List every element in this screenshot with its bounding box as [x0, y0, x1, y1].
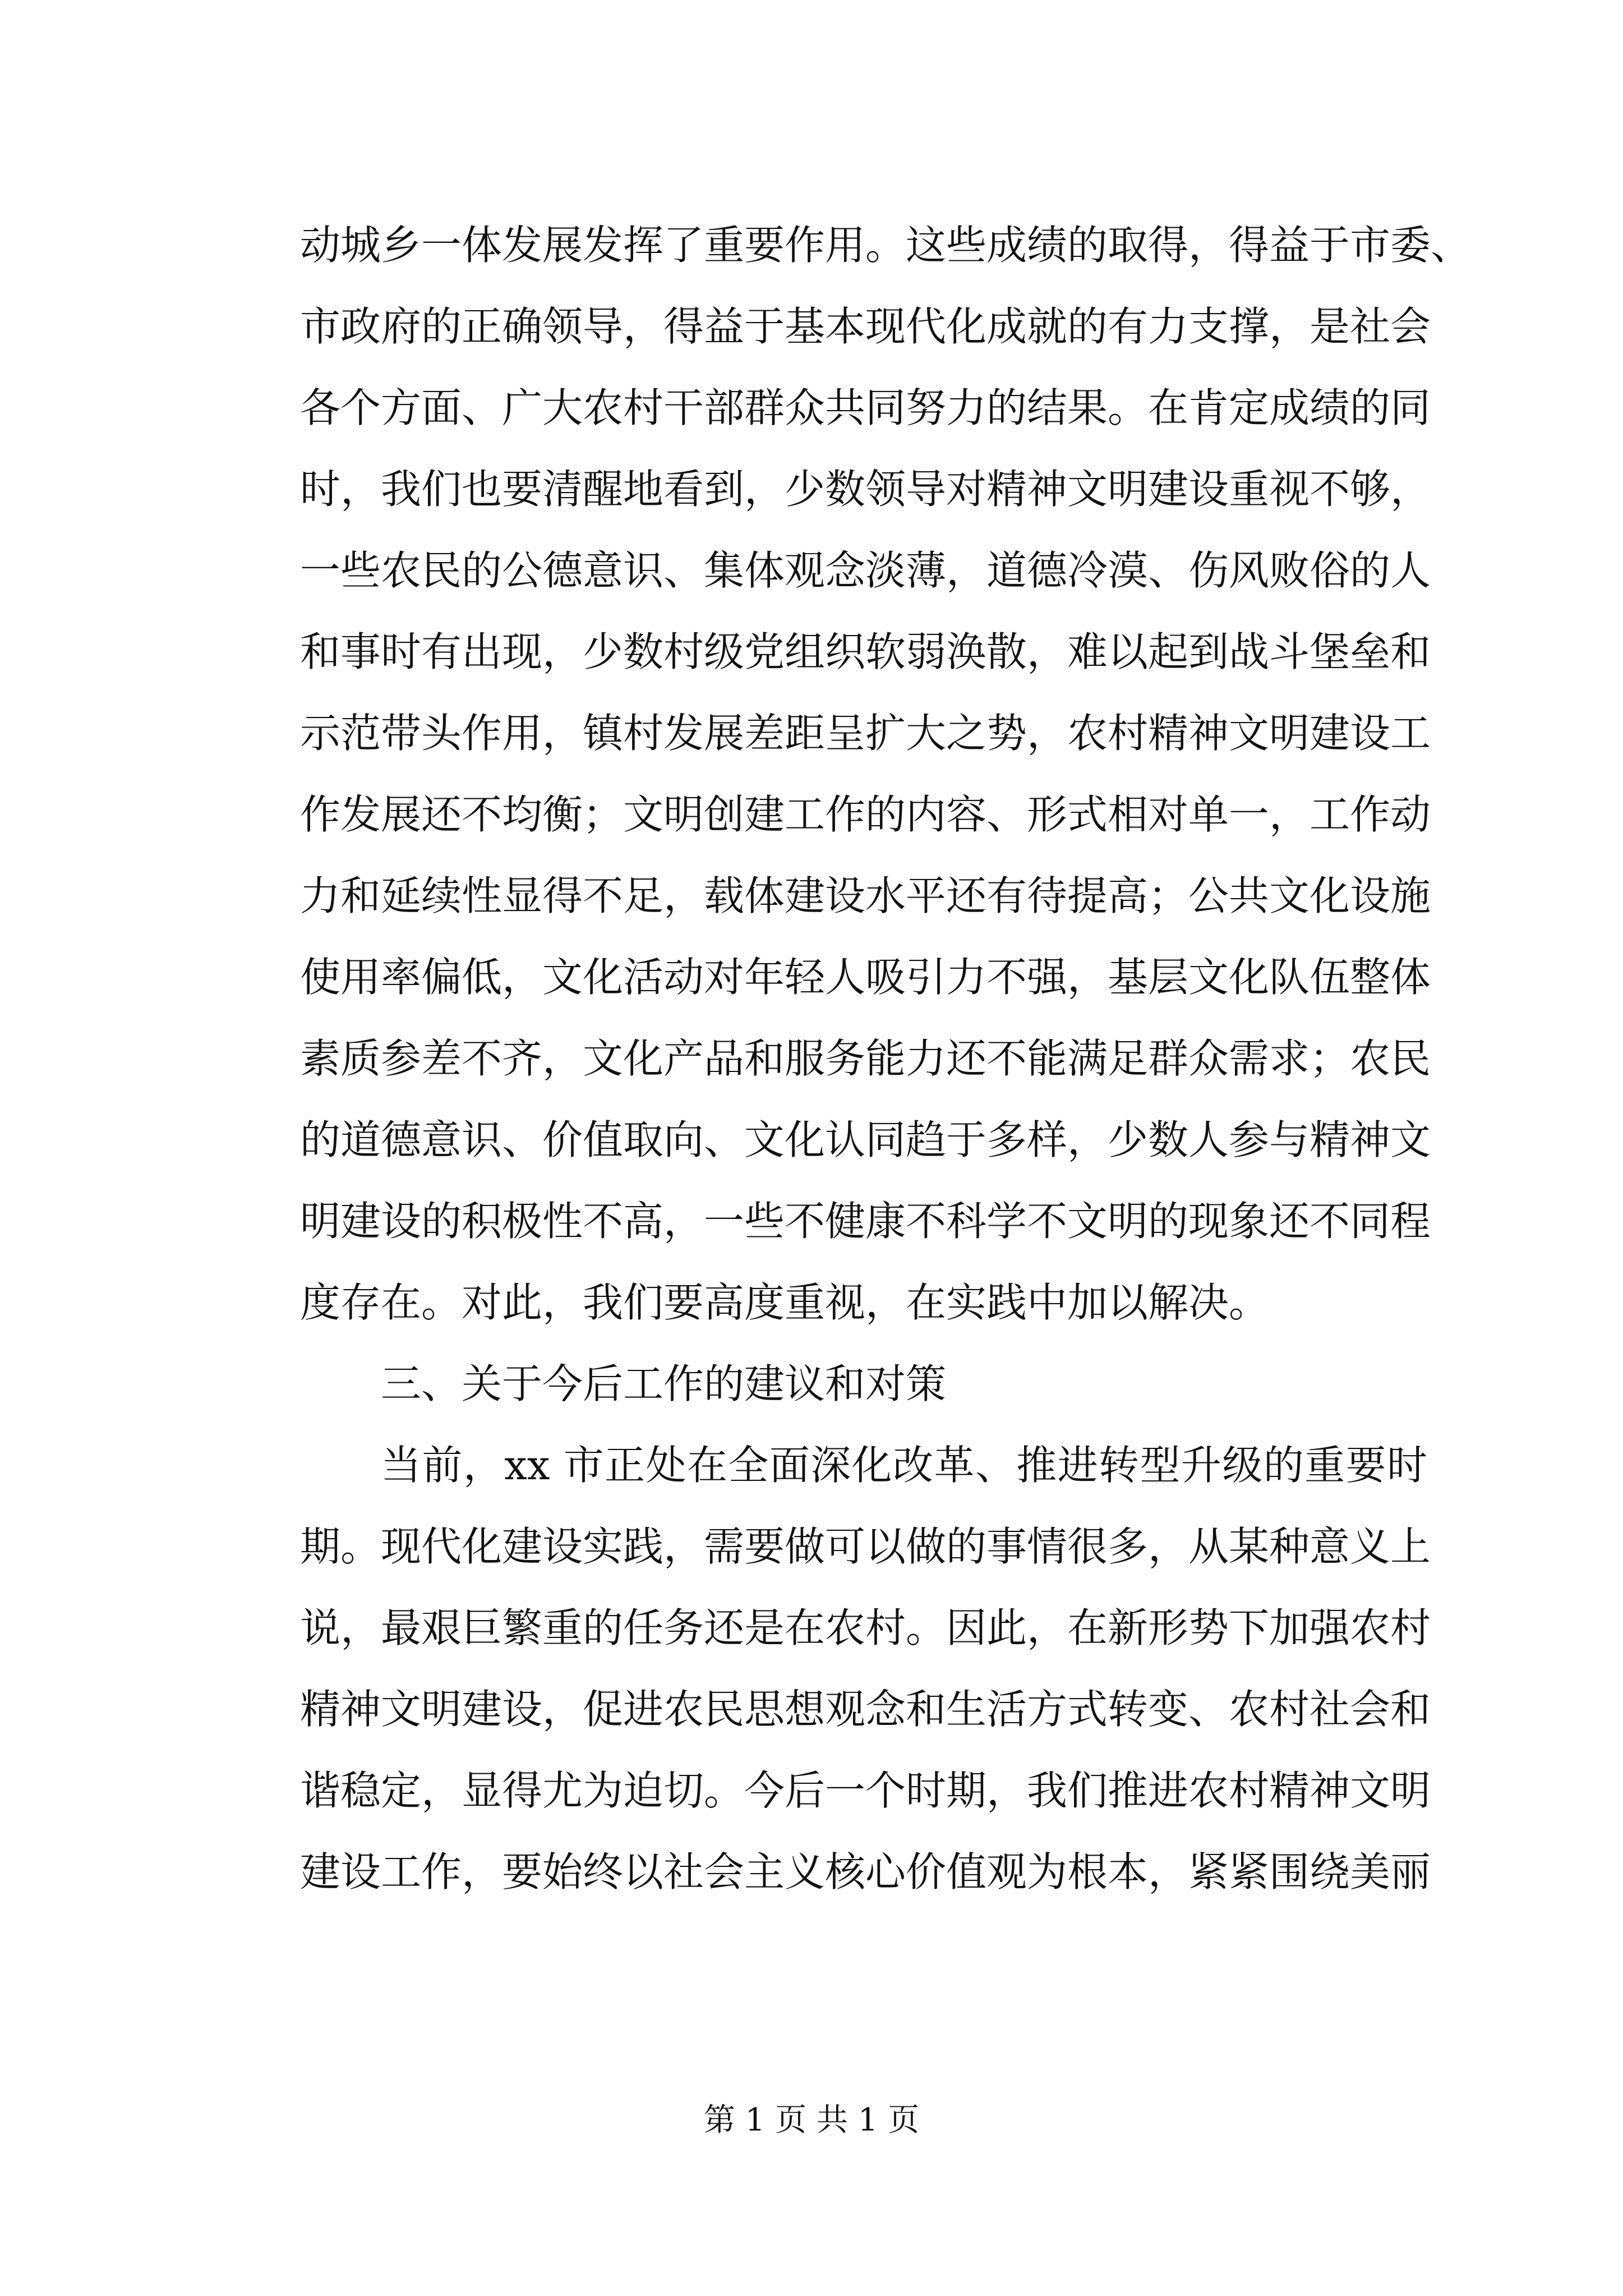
body-text	[300, 205, 1472, 1913]
paragraph-line: 示范带头作用，镇村发展差距呈扩大之势，农村精神文明建设工	[300, 710, 1431, 757]
paragraph-line: 一些农民的公德意识、集体观念淡薄，道德冷漠、伤风败俗的人	[300, 547, 1431, 594]
section-heading: 三、关于今后工作的建议和对策	[381, 1360, 947, 1407]
paragraph-line: 的道德意识、价值取向、文化认同趋于多样，少数人参与精神文	[300, 1116, 1431, 1163]
paragraph-line: 当前，xx 市正处在全面深化改革、推进转型升级的重要时	[381, 1442, 1427, 1489]
paragraph-line: 明建设的积极性不高，一些不健康不科学不文明的现象还不同程	[300, 1198, 1431, 1245]
paragraph-line: 市政府的正确领导，得益于基本现代化成就的有力支撑，是社会	[300, 303, 1431, 350]
paragraph-line: 精神文明建设，促进农民思想观念和生活方式转变、农村社会和	[300, 1686, 1431, 1733]
paragraph-line: 期。现代化建设实践，需要做可以做的事情很多，从某种意义上	[300, 1523, 1431, 1570]
paragraph-line: 说，最艰巨繁重的任务还是在农村。因此，在新形势下加强农村	[300, 1604, 1431, 1651]
paragraph-line: 使用率偏低，文化活动对年轻人吸引力不强，基层文化队伍整体	[300, 954, 1431, 1001]
paragraph-line: 力和延续性显得不足，载体建设水平还有待提高；公共文化设施	[300, 872, 1431, 919]
paragraph-line: 和事时有出现，少数村级党组织软弱涣散，难以起到战斗堡垒和	[300, 628, 1431, 675]
paragraph-line: 各个方面、广大农村干部群众共同努力的结果。在肯定成绩的同	[300, 384, 1431, 431]
paragraph-line: 素质参差不齐，文化产品和服务能力还不能满足群众需求；农民	[300, 1035, 1431, 1082]
paragraph-line: 度存在。对此，我们要高度重视，在实践中加以解决。	[300, 1279, 1270, 1326]
page-footer: 第 1 页 共 1 页	[703, 2102, 920, 2138]
paragraph-line: 时，我们也要清醒地看到，少数领导对精神文明建设重视不够，	[300, 466, 1431, 513]
paragraph-line: 动城乡一体发展发挥了重要作用。这些成绩的取得，得益于市委、	[300, 222, 1472, 269]
paragraph-line: 建设工作，要始终以社会主义核心价值观为根本，紧紧围绕美丽	[300, 1848, 1431, 1895]
paragraph-line: 谐稳定，显得尤为迫切。今后一个时期，我们推进农村精神文明	[300, 1767, 1431, 1814]
paragraph-line: 作发展还不均衡；文明创建工作的内容、形式相对单一，工作动	[300, 791, 1431, 838]
